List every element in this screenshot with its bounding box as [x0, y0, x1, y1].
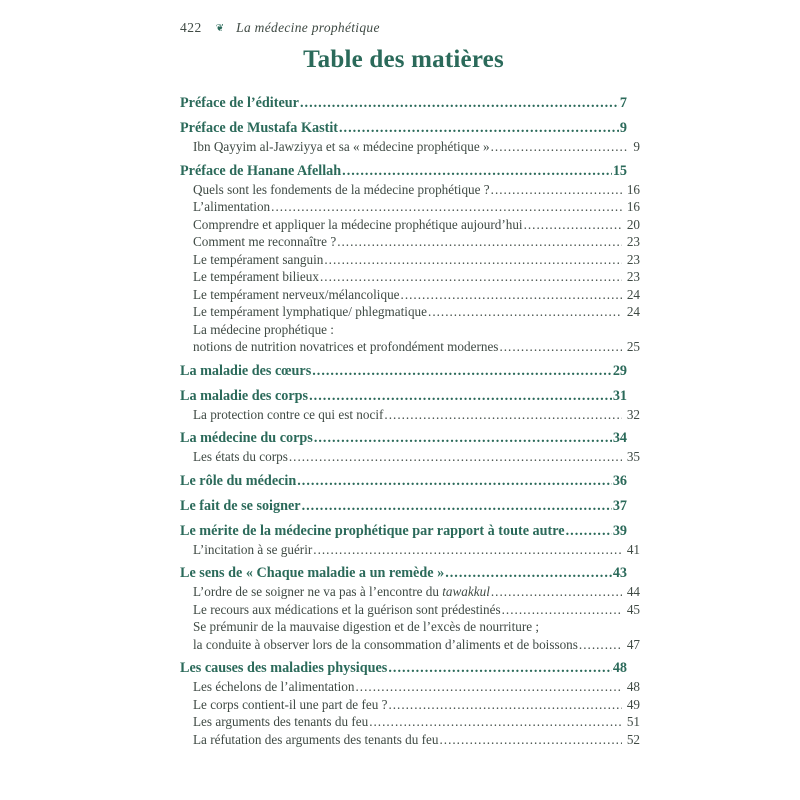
toc-entry-label: Le tempérament sanguin: [193, 251, 324, 267]
toc-entry-page-number: 32: [626, 406, 640, 422]
toc-entry-page-number: 52: [626, 731, 640, 747]
toc-entry-page-number: 16: [626, 199, 640, 214]
toc-entry: [180, 713, 640, 731]
toc-entry-page-number: 36: [612, 472, 627, 489]
toc-entry-label: Le tempérament lymphatique/ phlegmatique: [193, 304, 428, 319]
toc-leader-dots: [491, 583, 622, 601]
toc-entry: [180, 583, 640, 601]
toc-leader-dots: [401, 286, 622, 304]
toc-entry-page-number: 31: [612, 387, 627, 404]
toc-entry-page-number: 25: [626, 339, 640, 354]
toc-entry-page-number: 37: [612, 497, 627, 514]
toc-entry: [180, 429, 627, 448]
toc-entry-label: La médecine du corps: [180, 430, 313, 446]
toc-entry-label: Comment me reconnaître ?: [193, 234, 337, 249]
toc-entry: [180, 119, 627, 138]
toc-leader-dots: [271, 198, 622, 216]
toc-entry: [180, 138, 640, 156]
toc-leader-dots: [369, 713, 622, 731]
toc-entry-label: Le corps contient-il une part de feu ?: [193, 696, 388, 712]
toc-leader-dots: [302, 497, 612, 516]
toc-entry: [180, 251, 640, 269]
page-title: Table des matières: [303, 46, 504, 73]
toc-entry-page-number: 15: [612, 162, 627, 179]
toc-entry: [180, 448, 640, 466]
toc-leader-dots: [388, 696, 621, 714]
toc-entry-label: Le mérite de la médecine prophétique par rapport à toute autre: [180, 522, 565, 539]
toc-entry-label: Préface de Mustafa Kastit: [180, 120, 338, 136]
toc-entry-label: La protection contre ce qui est nocif: [193, 406, 384, 422]
toc-leader-dots: [289, 448, 622, 466]
fleuron-icon: ❦: [215, 23, 225, 34]
toc-leader-dots: [300, 94, 619, 113]
toc-entry-page-number: 16: [626, 181, 640, 197]
toc-entry-page-number: 51: [626, 714, 640, 729]
toc-entry-page-number: 23: [626, 234, 640, 249]
toc-entry-page-number: 39: [612, 522, 627, 539]
toc-entry-page-number: 9: [633, 139, 640, 154]
toc-entry-label: Quels sont les fondements de la médecine prophétique ?: [193, 181, 490, 197]
running-header: [180, 20, 627, 36]
toc-entry-label: Le fait de se soigner: [180, 497, 301, 514]
toc-entry: [180, 303, 640, 321]
toc-entry-page-number: 43: [612, 565, 627, 581]
toc-entry: [180, 696, 640, 714]
toc-leader-dots: [337, 233, 622, 251]
toc-entry-label: Préface de l’éditeur: [180, 95, 299, 111]
toc-entry: [180, 678, 640, 696]
toc-leader-dots: [524, 216, 622, 234]
toc-entry-page-number: 48: [626, 679, 640, 694]
toc-entry: [180, 233, 640, 251]
toc-entry-label: Préface de Hanane Afellah: [180, 162, 342, 179]
toc-entry-label: Comprendre et appliquer la médecine prophétique aujourd’hui: [193, 216, 523, 232]
toc-entry-page-number: 23: [626, 251, 640, 267]
toc-entry-label: Les échelons de l’alimentation: [193, 679, 355, 694]
toc-leader-dots: [499, 338, 621, 356]
toc-entry-label: Le recours aux médications et la guérison sont prédestinés: [193, 601, 501, 617]
toc-entry-page-number: 47: [626, 636, 640, 652]
toc-entry-label: L’ordre de se soigner ne va pas à l’encontre du tawakkul: [193, 584, 490, 599]
toc-leader-dots: [491, 181, 622, 199]
toc-entry: [180, 216, 640, 234]
toc-entry-page-number: 24: [626, 304, 640, 319]
toc-entry: [180, 601, 640, 619]
toc-entry-continuation: Se prémunir de la mauvaise digestion et de l’excès de nourriture ;: [193, 619, 540, 634]
toc-entry: [180, 286, 640, 304]
toc-entry-label: Le rôle du médecin: [180, 472, 297, 489]
toc-entry: [180, 162, 627, 181]
toc-entry-label: Ibn Qayyim al-Jawziyya et sa « médecine prophétique »: [193, 139, 490, 154]
toc-entry-continuation: La médecine prophétique :: [193, 321, 334, 337]
toc-entry-page-number: 9: [619, 120, 627, 136]
toc-entry: [180, 387, 627, 406]
toc-entry-label: Les états du corps: [193, 449, 288, 464]
toc-entry-label: La maladie des cœurs: [180, 362, 312, 379]
toc-leader-dots: [384, 406, 621, 424]
toc-entry-page-number: 24: [626, 286, 640, 302]
running-book-title: La médecine prophétique: [236, 20, 380, 35]
toc-entry: [180, 636, 640, 654]
toc-leader-dots: [339, 119, 619, 138]
toc-leader-dots: [445, 564, 612, 583]
toc-leader-dots: [439, 731, 621, 749]
toc-leader-dots: [297, 472, 612, 491]
toc-entry-page-number: 23: [626, 269, 640, 284]
toc-entry-label-italic: tawakkul: [442, 584, 490, 599]
toc-entry: [180, 497, 627, 516]
toc-entry-label: La maladie des corps: [180, 387, 309, 404]
book-page: [180, 0, 640, 748]
toc-leader-dots: [428, 303, 622, 321]
toc-leader-dots: [320, 268, 622, 286]
toc-entry-page-number: 41: [626, 541, 640, 557]
toc-entry: [180, 268, 640, 286]
table-of-contents: [180, 94, 640, 748]
toc-entry-page-number: 29: [612, 362, 627, 379]
toc-leader-dots: [314, 429, 612, 448]
toc-entry: [180, 406, 640, 424]
toc-entry-label: L’incitation à se guérir: [193, 541, 313, 557]
toc-entry: [180, 541, 640, 559]
toc-leader-dots: [491, 138, 629, 156]
toc-entry-page-number: 48: [612, 660, 627, 676]
toc-entry: [180, 198, 640, 216]
toc-entry-page-number: 35: [626, 449, 640, 464]
toc-leader-dots: [324, 251, 621, 269]
toc-entry-label: notions de nutrition novatrices et profondément modernes: [193, 339, 499, 354]
toc-leader-dots: [309, 387, 612, 406]
toc-leader-dots: [579, 636, 622, 654]
toc-entry-label: Les arguments des tenants du feu: [193, 714, 369, 729]
toc-entry-label: Les causes des maladies physiques: [180, 660, 388, 676]
toc-entry: [180, 94, 627, 113]
toc-entry-page-number: 20: [626, 216, 640, 232]
folio-page-number: 422: [180, 20, 202, 35]
toc-entry-label: la conduite à observer lors de la consommation d’aliments et de boissons: [193, 636, 578, 652]
toc-entry: [180, 522, 627, 541]
toc-leader-dots: [312, 362, 612, 381]
toc-entry: [180, 731, 640, 749]
toc-entry: [180, 472, 627, 491]
toc-entry-page-number: 34: [612, 430, 627, 446]
toc-entry: [180, 564, 627, 583]
toc-entry: [180, 362, 627, 381]
toc-entry-page-number: 45: [626, 601, 640, 617]
toc-entry-label: Le tempérament nerveux/mélancolique: [193, 286, 400, 302]
toc-entry-page-number: 49: [626, 696, 640, 712]
toc-leader-dots: [356, 678, 622, 696]
toc-entry: [180, 181, 640, 199]
toc-entry-label: L’alimentation: [193, 199, 271, 214]
toc-leader-dots: [313, 541, 622, 559]
toc-leader-dots: [566, 522, 612, 541]
toc-entry: [180, 659, 627, 678]
toc-entry: [180, 338, 640, 356]
toc-leader-dots: [388, 659, 611, 678]
toc-entry-label: Le sens de « Chaque maladie a un remède »: [180, 565, 445, 581]
toc-entry-page-number: 44: [626, 584, 640, 599]
toc-entry-label: Le tempérament bilieux: [193, 269, 319, 284]
toc-entry-page-number: 7: [619, 95, 627, 111]
toc-leader-dots: [502, 601, 622, 619]
toc-entry-label: La réfutation des arguments des tenants du feu: [193, 731, 439, 747]
toc-leader-dots: [342, 162, 612, 181]
